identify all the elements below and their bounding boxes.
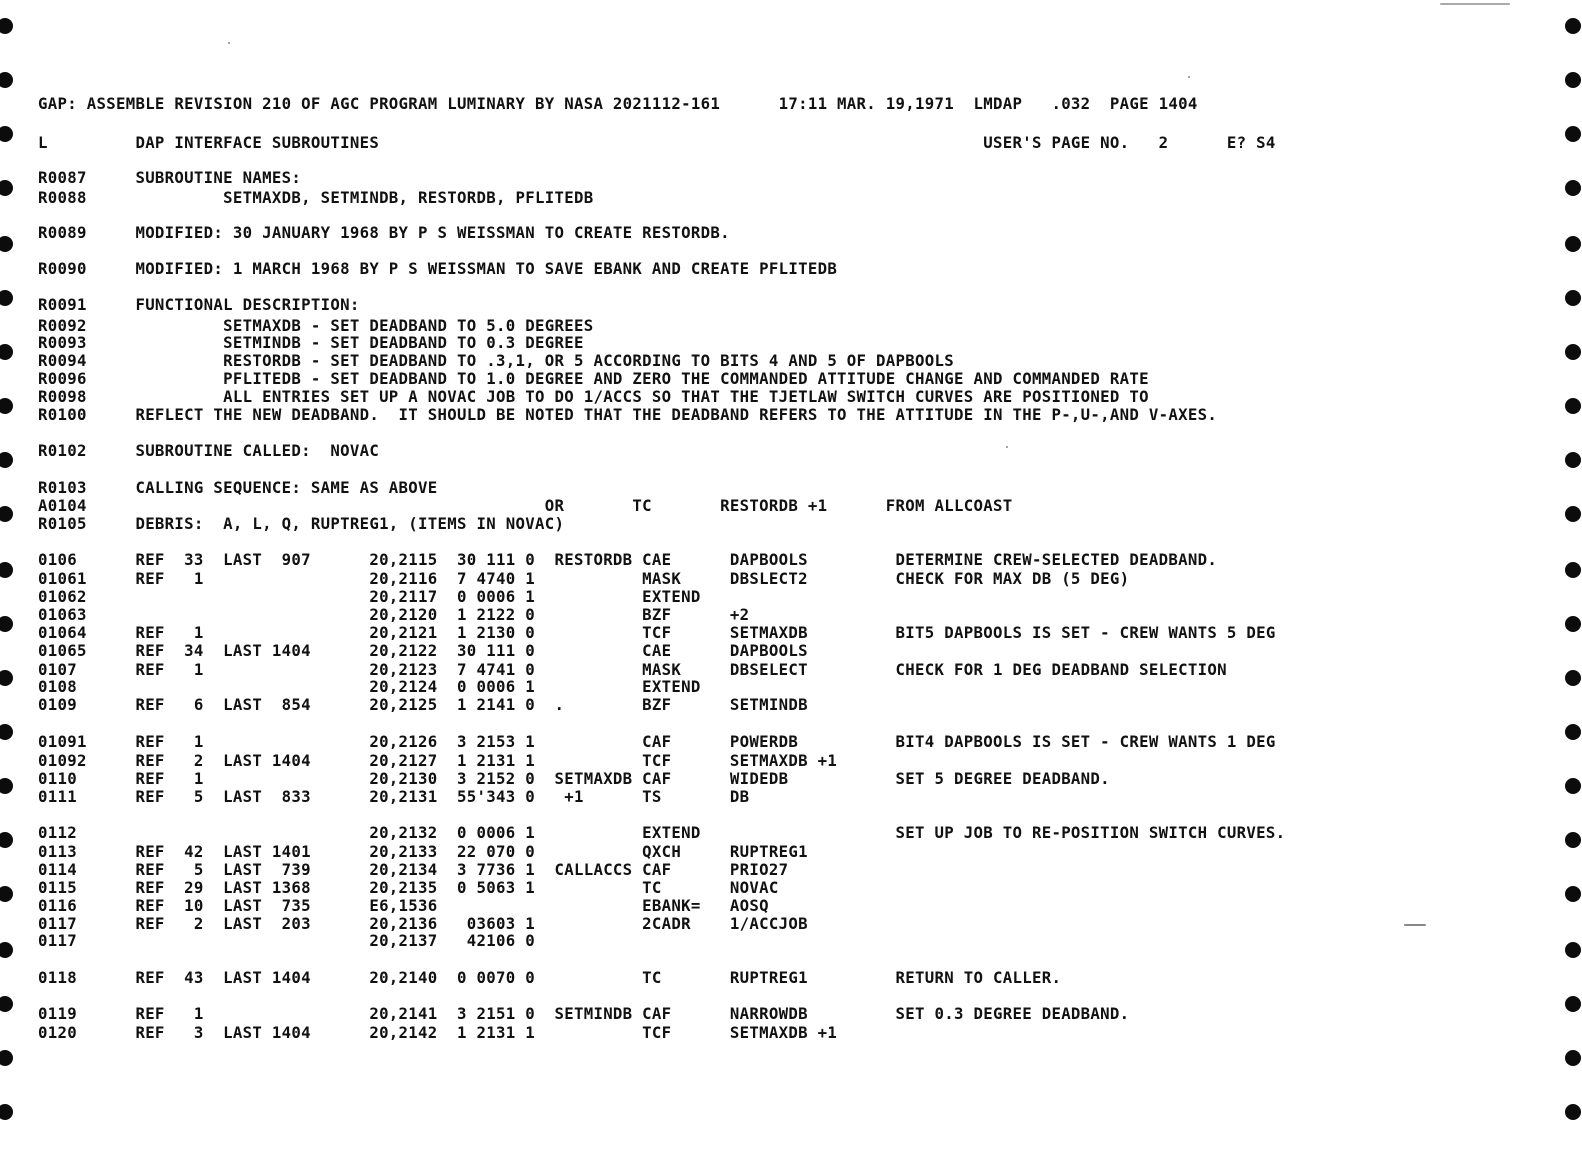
sprocket-hole [1565,1104,1581,1120]
code-line: 0111 REF 5 LAST 833 20,2131 55'343 0 +1 TS DB [38,787,750,806]
code-line: 01063 20,2120 1 2122 0 BZF +2 [38,605,750,624]
paper-speck [228,42,230,44]
code-line: 0107 REF 1 20,2123 7 4741 0 MASK DBSELECT CHECK FOR 1 DEG DEADBAND SELECTION [38,660,1227,679]
header-line: GAP: ASSEMBLE REVISION 210 OF AGC PROGRAM LUMINARY BY NASA 2021112-161 17:11 MAR. 19,1971 LMDAP .032 PAGE 1404 [38,94,1198,113]
listing-line: R0092 SETMAXDB - SET DEADBAND TO 5.0 DEGREES [38,316,594,335]
sprocket-hole [0,344,13,360]
listing-line: A0104 OR TC RESTORDB +1 FROM ALLCOAST [38,496,1013,515]
code-line: 0108 20,2124 0 0006 1 EXTEND [38,677,701,696]
listing-line: R0100 REFLECT THE NEW DEADBAND. IT SHOULD BE NOTED THAT THE DEADBAND REFERS TO THE ATTITUDE IN THE P-,U-,AND V-AXES. [38,405,1218,424]
sprocket-hole [1565,506,1581,522]
code-line: 0120 REF 3 LAST 1404 20,2142 1 2131 1 TCF SETMAXDB +1 [38,1023,838,1042]
code-line: 0119 REF 1 20,2141 3 2151 0 SETMINDB CAF NARROWDB SET 0.3 DEGREE DEADBAND. [38,1004,1130,1023]
sprocket-hole [1565,832,1581,848]
listing-line: R0093 SETMINDB - SET DEADBAND TO 0.3 DEGREE [38,333,584,352]
listing-line: R0103 CALLING SEQUENCE: SAME AS ABOVE [38,478,438,497]
code-line: 0109 REF 6 LAST 854 20,2125 1 2141 0 . BZF SETMINDB [38,695,808,714]
code-line: 0115 REF 29 LAST 1368 20,2135 0 5063 1 TC NOVAC [38,878,779,897]
section-title-line: L DAP INTERFACE SUBROUTINES USER'S PAGE NO. 2 E? S4 [38,133,1276,152]
sprocket-hole [0,886,13,902]
sprocket-hole [0,670,13,686]
code-line: 0112 20,2132 0 0006 1 EXTEND SET UP JOB TO RE-POSITION SWITCH CURVES. [38,823,1286,842]
sprocket-hole [0,996,13,1012]
listing-line: R0087 SUBROUTINE NAMES: [38,168,302,187]
code-line: 0118 REF 43 LAST 1404 20,2140 0 0070 0 TC RUPTREG1 RETURN TO CALLER. [38,968,1062,987]
sprocket-hole [0,506,13,522]
sprocket-hole [0,778,13,794]
sprocket-hole [0,1104,13,1120]
code-line: 0110 REF 1 20,2130 3 2152 0 SETMAXDB CAF WIDEDB SET 5 DEGREE DEADBAND. [38,769,1110,788]
sprocket-hole [1565,886,1581,902]
sprocket-hole [0,942,13,958]
code-line: 0117 20,2137 42106 0 [38,931,535,950]
paper-speck [1440,3,1510,5]
code-line: 01062 20,2117 0 0006 1 EXTEND [38,587,701,606]
sprocket-hole [1565,452,1581,468]
listing-line: R0090 MODIFIED: 1 MARCH 1968 BY P S WEISSMAN TO SAVE EBANK AND CREATE PFLITEDB [38,259,838,278]
code-line: 0117 REF 2 LAST 203 20,2136 03603 1 2CADR 1/ACCJOB [38,914,808,933]
sprocket-hole [1565,616,1581,632]
sprocket-hole [0,18,13,34]
code-line: 0114 REF 5 LAST 739 20,2134 3 7736 1 CALLACCS CAF PRIO27 [38,860,789,879]
paper-speck [1404,924,1426,926]
listing-line: R0089 MODIFIED: 30 JANUARY 1968 BY P S WEISSMAN TO CREATE RESTORDB. [38,223,730,242]
sprocket-hole [0,180,13,196]
code-line: 0116 REF 10 LAST 735 E6,1536 EBANK= AOSQ [38,896,769,915]
sprocket-hole [0,72,13,88]
sprocket-hole [1565,778,1581,794]
listing-line: R0088 SETMAXDB, SETMINDB, RESTORDB, PFLITEDB [38,188,594,207]
listing-line: R0098 ALL ENTRIES SET UP A NOVAC JOB TO DO 1/ACCS SO THAT THE TJETLAW SWITCH CURVES ARE POSITIONED TO [38,387,1149,406]
listing-line: R0102 SUBROUTINE CALLED: NOVAC [38,441,380,460]
paper-speck [1188,76,1190,78]
sprocket-hole [0,236,13,252]
listing-line: R0091 FUNCTIONAL DESCRIPTION: [38,295,360,314]
code-line: 0113 REF 42 LAST 1401 20,2133 22 070 0 QXCH RUPTREG1 [38,842,808,861]
code-line: 01061 REF 1 20,2116 7 4740 1 MASK DBSLECT2 CHECK FOR MAX DB (5 DEG) [38,569,1130,588]
sprocket-hole [1565,398,1581,414]
sprocket-hole [1565,1050,1581,1066]
sprocket-hole [0,562,13,578]
listing-line: R0105 DEBRIS: A, L, Q, RUPTREG1, (ITEMS IN NOVAC) [38,514,565,533]
sprocket-hole [1565,290,1581,306]
listing-line: R0096 PFLITEDB - SET DEADBAND TO 1.0 DEGREE AND ZERO THE COMMANDED ATTITUDE CHANGE AND COMMANDED RATE [38,369,1149,388]
listing-line: R0094 RESTORDB - SET DEADBAND TO .3,1, OR 5 ACCORDING TO BITS 4 AND 5 OF DAPBOOLS [38,351,954,370]
code-line: 0106 REF 33 LAST 907 20,2115 30 111 0 RESTORDB CAE DAPBOOLS DETERMINE CREW-SELECTED DEADBAND. [38,550,1218,569]
paper-speck [1006,446,1008,448]
sprocket-hole [0,398,13,414]
sprocket-hole [1565,180,1581,196]
sprocket-hole [1565,236,1581,252]
sprocket-hole [1565,18,1581,34]
sprocket-hole [1565,344,1581,360]
code-line: 01091 REF 1 20,2126 3 2153 1 CAF POWERDB BIT4 DAPBOOLS IS SET - CREW WANTS 1 DEG [38,732,1276,751]
sprocket-hole [0,724,13,740]
sprocket-hole [1565,724,1581,740]
sprocket-hole [0,452,13,468]
sprocket-hole [1565,996,1581,1012]
sprocket-hole [1565,72,1581,88]
code-line: 01092 REF 2 LAST 1404 20,2127 1 2131 1 TCF SETMAXDB +1 [38,751,838,770]
sprocket-hole [1565,670,1581,686]
sprocket-hole [1565,942,1581,958]
sprocket-hole [0,290,13,306]
sprocket-hole [0,616,13,632]
sprocket-hole [0,1050,13,1066]
code-line: 01065 REF 34 LAST 1404 20,2122 30 111 0 CAE DAPBOOLS [38,641,808,660]
sprocket-hole [0,126,13,142]
sprocket-hole [1565,562,1581,578]
code-line: 01064 REF 1 20,2121 1 2130 0 TCF SETMAXDB BIT5 DAPBOOLS IS SET - CREW WANTS 5 DEG [38,623,1276,642]
sprocket-hole [0,832,13,848]
sprocket-hole [1565,126,1581,142]
